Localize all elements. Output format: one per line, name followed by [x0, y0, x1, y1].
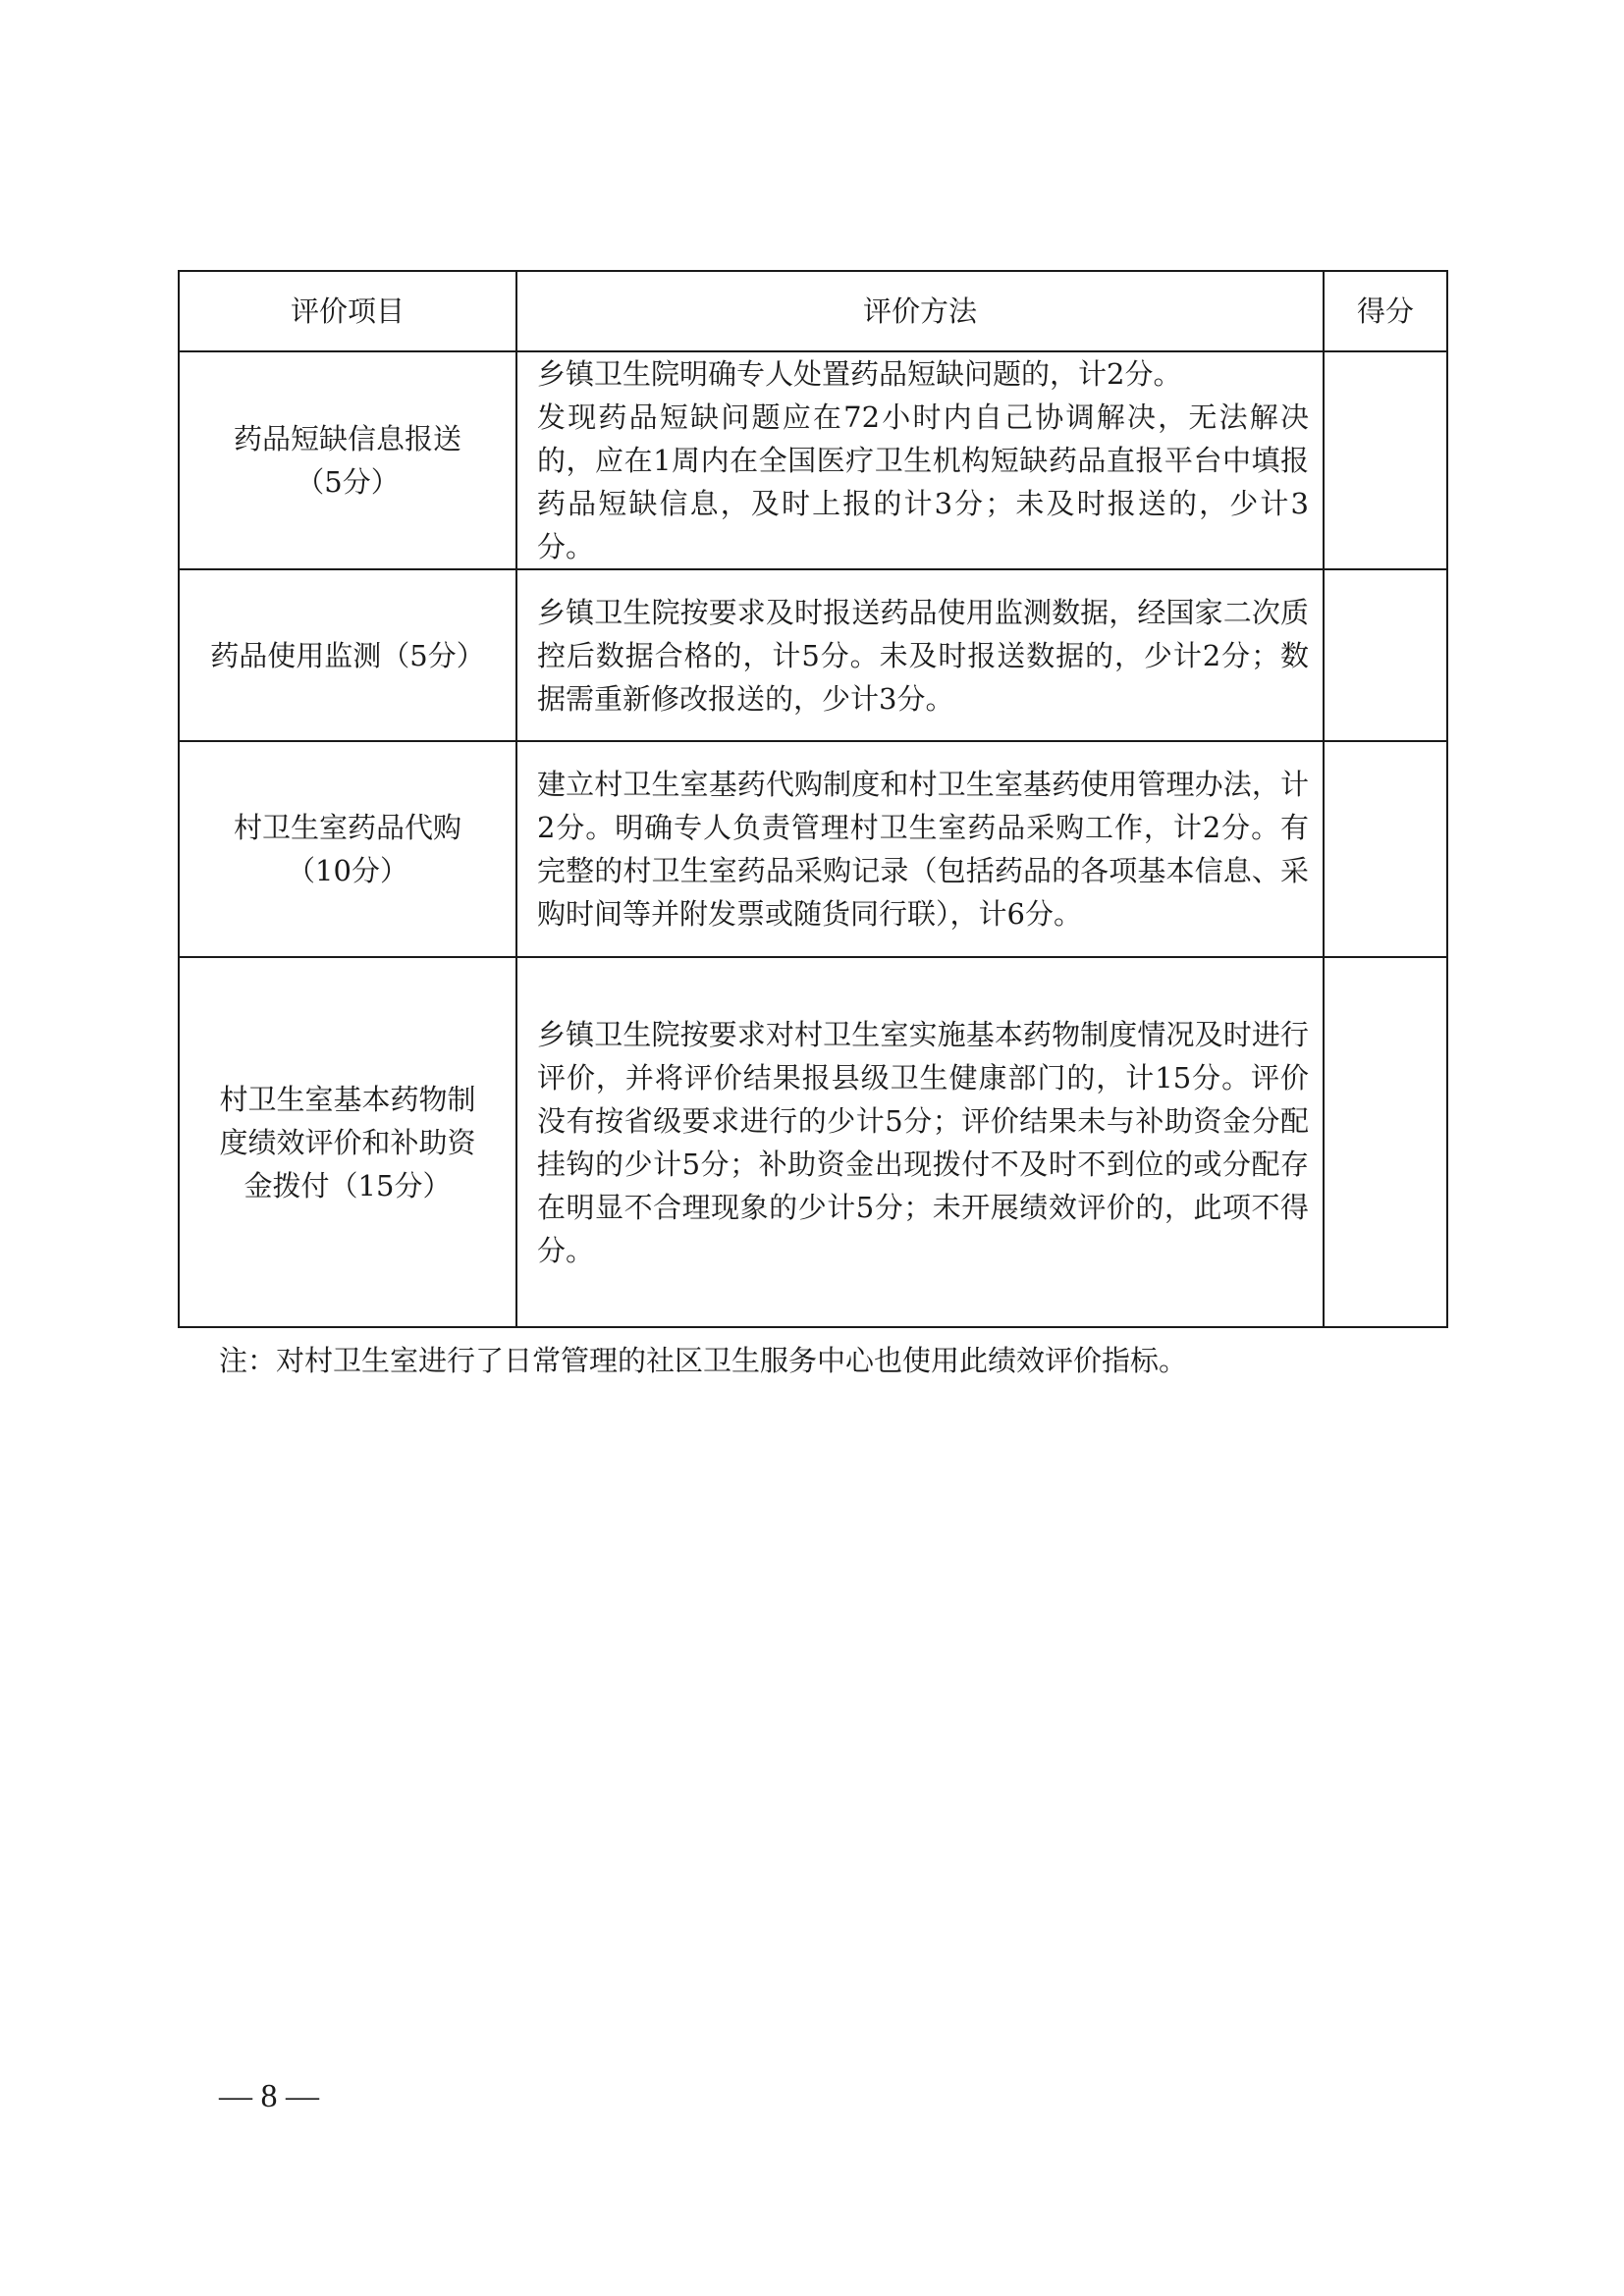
method-paragraph: 乡镇卫生院按要求及时报送药品使用监测数据，经国家二次质控后数据合格的，计5分。未及时报送数据的，少计2分；数据需重新修改报送的，少计3分。 — [537, 595, 1309, 716]
header-item: 评价项目 — [179, 271, 516, 351]
item-line: （5分） — [296, 465, 400, 499]
table-row — [179, 351, 1447, 569]
evaluation-table — [178, 270, 1448, 1328]
item-line: 药品短缺信息报送 — [233, 422, 461, 455]
item-line: 村卫生室基本药物制 — [219, 1082, 476, 1116]
method-paragraph: 乡镇卫生院明确专人处置药品短缺问题的，计2分。 — [537, 357, 1182, 391]
score-cell[interactable] — [1324, 351, 1447, 569]
table-row — [179, 569, 1447, 741]
header-method: 评价方法 — [516, 271, 1324, 351]
table-header-row — [179, 271, 1447, 351]
method-paragraph: 发现药品短缺问题应在72小时内自己协调解决，无法解决的，应在1周内在全国医疗卫生机构短缺药品直报平台中填报药品短缺信息，及时上报的计3分；未及时报送的，少计3分。 — [537, 400, 1309, 563]
method-cell — [516, 351, 1324, 569]
method-cell — [516, 569, 1324, 741]
table-row — [179, 957, 1447, 1327]
item-cell — [179, 351, 516, 569]
item-cell — [179, 741, 516, 957]
score-cell[interactable] — [1324, 741, 1447, 957]
method-cell — [516, 957, 1324, 1327]
table-row — [179, 741, 1447, 957]
item-line: 度绩效评价和补助资 — [219, 1125, 476, 1159]
header-score: 得分 — [1324, 271, 1447, 351]
score-cell[interactable] — [1324, 957, 1447, 1327]
item-line: 村卫生室药品代购 — [233, 811, 461, 844]
method-paragraph: 建立村卫生室基药代购制度和村卫生室基药使用管理办法，计2分。明确专人负责管理村卫生室药品采购工作，计2分。有完整的村卫生室药品采购记录（包括药品的各项基本信息、采购时间等并附发票或随货同行联），计6分。 — [537, 768, 1309, 931]
score-cell[interactable] — [1324, 569, 1447, 741]
page-number: — 8 — — [219, 2078, 319, 2114]
method-cell — [516, 741, 1324, 957]
table-footnote: 注：对村卫生室进行了日常管理的社区卫生服务中心也使用此绩效评价指标。 — [219, 1344, 1188, 1377]
item-line: （10分） — [287, 854, 408, 887]
item-line: 药品使用监测（5分） — [210, 638, 485, 672]
item-cell — [179, 569, 516, 741]
method-paragraph: 乡镇卫生院按要求对村卫生室实施基本药物制度情况及时进行评价，并将评价结果报县级卫生健康部门的，计15分。评价没有按省级要求进行的少计5分；评价结果未与补助资金分配挂钩的少计5分；补助资金出现拨付不及时不到位的或分配存在明显不合理现象的少计5分；未开展绩效评价的，此项不得分。 — [537, 1017, 1309, 1267]
item-line: 金拨付（15分） — [244, 1168, 452, 1202]
item-cell — [179, 957, 516, 1327]
